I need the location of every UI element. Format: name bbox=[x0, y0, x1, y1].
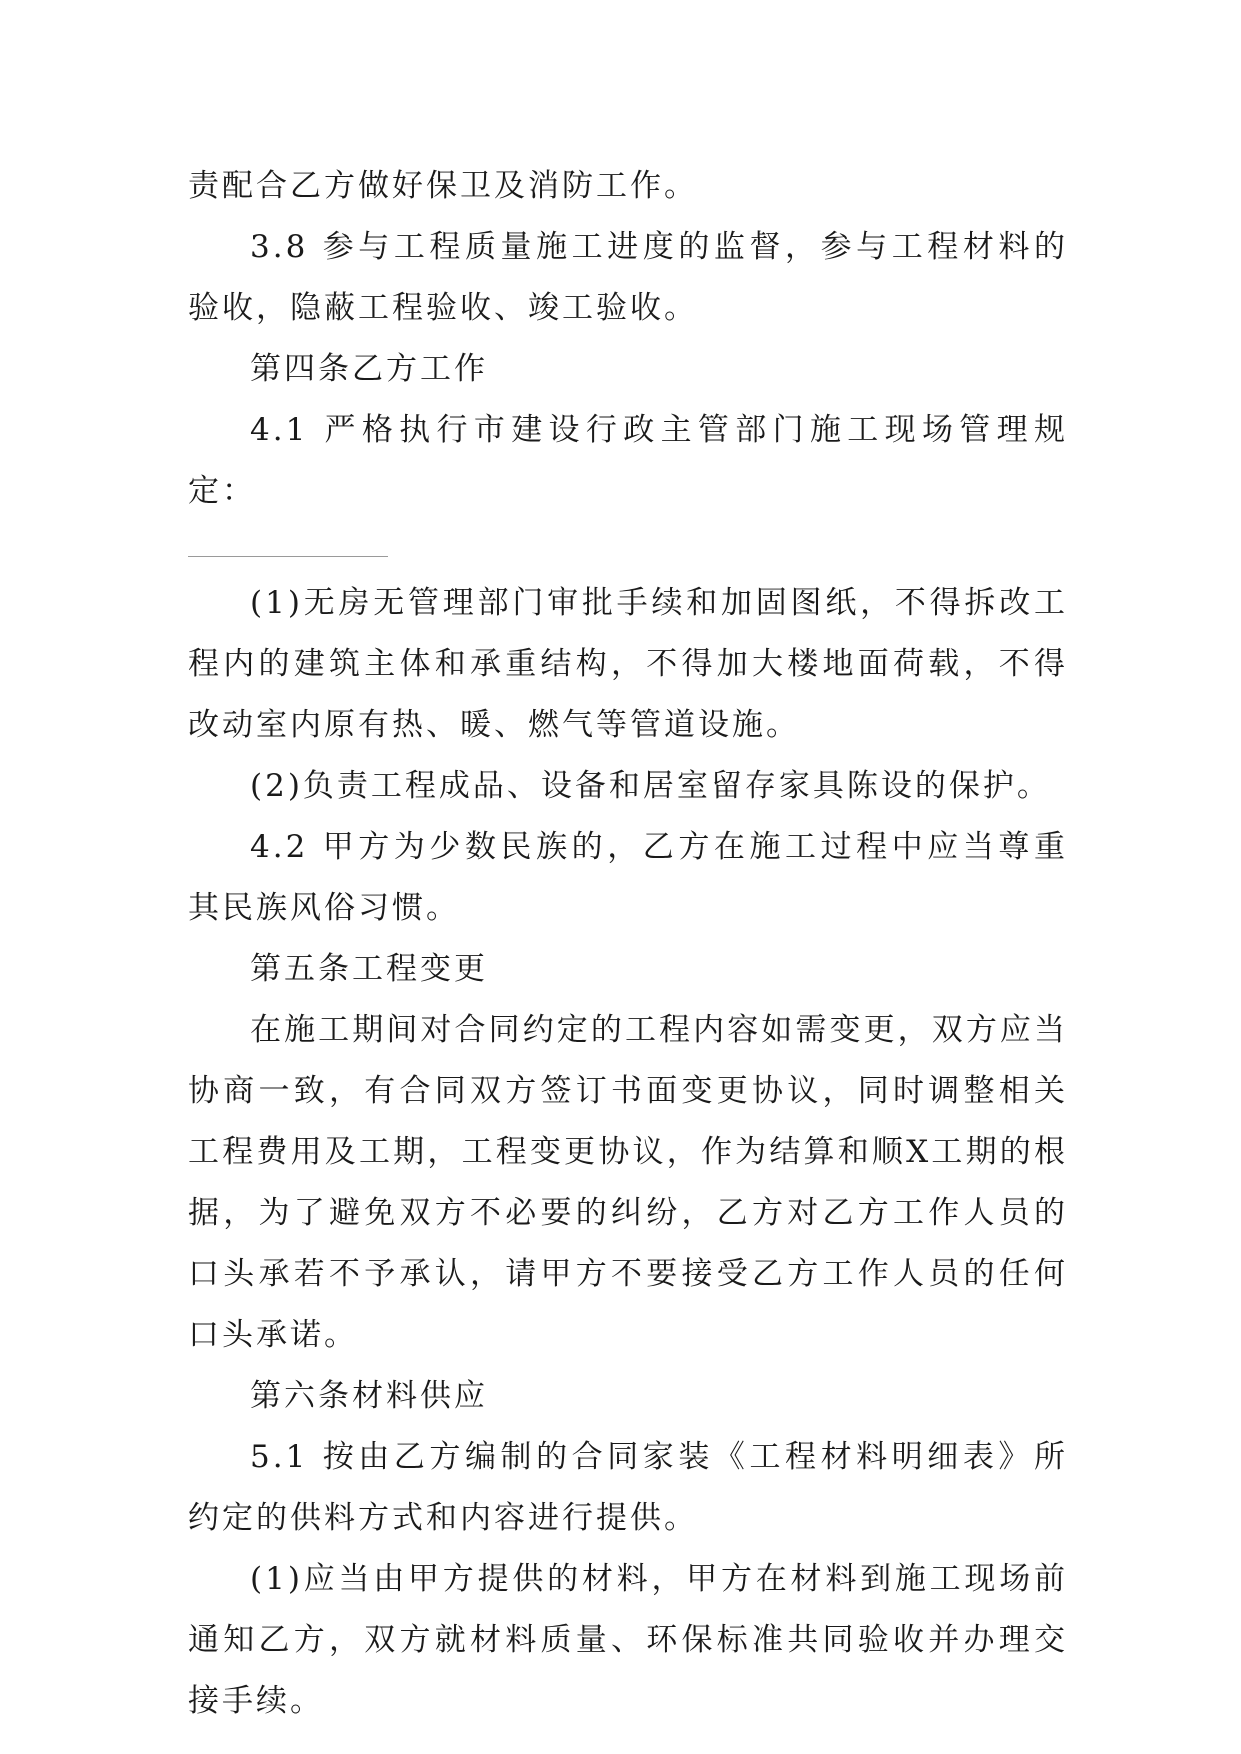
paragraph-clause-5-1: 5.1 按由乙方编制的合同家装《工程材料明细表》所约定的供料方式和内容进行提供。 bbox=[188, 1439, 1068, 1536]
paragraph-item-1: (1)无房无管理部门审批手续和加固图纸，不得拆改工程内的建筑主体和承重结构，不得加大楼地面荷载，不得改动室内原有热、暖、燃气等管道设施。 bbox=[188, 585, 1068, 743]
paragraph-supply-item-1: (1)应当由甲方提供的材料，甲方在材料到施工现场前通知乙方，双方就材料质量、环保标准共同验收并办理交接手续。 bbox=[188, 1561, 1068, 1719]
paragraph-item-2: (2)负责工程成品、设备和居室留存家具陈设的保护。 bbox=[250, 768, 1051, 804]
section-heading-article-6: 第六条材料供应 bbox=[250, 1378, 488, 1414]
section-heading-article-5: 第五条工程变更 bbox=[250, 951, 488, 987]
paragraph-continuation: 责配合乙方做好保卫及消防工作。 bbox=[188, 168, 698, 204]
paragraph-clause-4-2: 4.2 甲方为少数民族的，乙方在施工过程中应当尊重其民族风俗习惯。 bbox=[188, 829, 1068, 926]
paragraph-clause-4-1: 4.1 严格执行市建设行政主管部门施工现场管理规定： bbox=[188, 412, 1068, 509]
section-heading-article-4: 第四条乙方工作 bbox=[250, 351, 488, 387]
paragraph-change-terms: 在施工期间对合同约定的工程内容如需变更，双方应当协商一致，有合同双方签订书面变更协议，同时调整相关工程费用及工期，工程变更协议，作为结算和顺X工期的根据，为了避免双方不必要的纠纷，乙方对乙方工作人员的口头承若不予承认，请甲方不要接受乙方工作人员的任何口头承诺。 bbox=[188, 1012, 1068, 1353]
separator-rule bbox=[188, 556, 388, 557]
paragraph-clause-3-8: 3.8 参与工程质量施工进度的监督，参与工程材料的验收，隐蔽工程验收、竣工验收。 bbox=[188, 229, 1068, 326]
document-body bbox=[188, 156, 1068, 1732]
